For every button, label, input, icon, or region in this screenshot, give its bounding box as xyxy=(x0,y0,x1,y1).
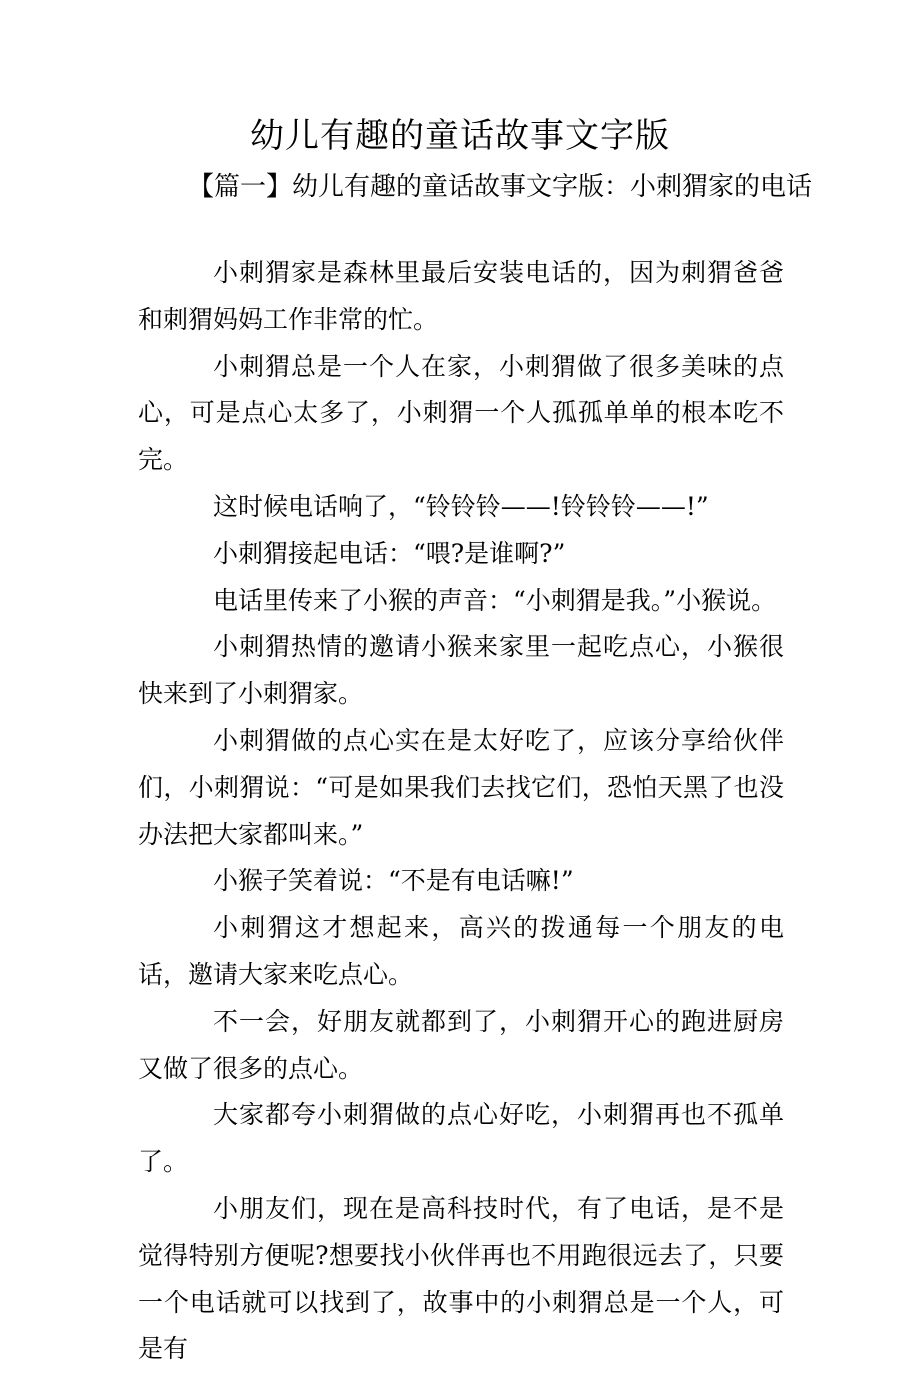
paragraph: 小刺猬做的点心实在是太好吃了，应该分享给伙伴们，小刺猬说：“可是如果我们去找它们，恐怕天黑了也没办法把大家都叫来。” xyxy=(138,725,784,849)
paragraph: 电话里传来了小猴的声音：“小刺猬是我。”小猴说。 xyxy=(213,585,777,615)
paragraph: 小刺猬热情的邀请小猴来家里一起吃点心，小猴很快来到了小刺猬家。 xyxy=(138,632,784,709)
section-heading: 【篇一】幼儿有趣的童话故事文字版：小刺猬家的电话 xyxy=(188,172,813,202)
paragraph: 小刺猬接起电话：“喂?是谁啊?” xyxy=(213,538,566,568)
paragraph: 小刺猬总是一个人在家，小刺猬做了很多美味的点心，可是点心太多了，小刺猬一个人孤孤单单的根本吃不完。 xyxy=(138,351,784,475)
paragraph: 小刺猬家是森林里最后安装电话的，因为刺猬爸爸和刺猬妈妈工作非常的忙。 xyxy=(138,258,784,334)
paragraph: 小猴子笑着说：“不是有电话嘛!” xyxy=(213,866,574,896)
paragraph: 这时候电话响了，“铃铃铃——!铃铃铃——!” xyxy=(213,491,709,521)
paragraph: 小朋友们，现在是高科技时代，有了电话，是不是觉得特别方便呢?想要找小伙伴再也不用跑很远去了，只要一个电话就可以找到了，故事中的小刺猬总是一个人，可是有 xyxy=(138,1193,784,1364)
paragraph: 小刺猬这才想起来，高兴的拨通每一个朋友的电话，邀请大家来吃点心。 xyxy=(138,913,784,989)
paragraph: 大家都夸小刺猬做的点心好吃，小刺猬再也不孤单了。 xyxy=(138,1100,784,1177)
story-body xyxy=(138,250,784,1373)
document-title: 幼儿有趣的童话故事文字版 xyxy=(250,116,670,156)
paragraph: 不一会，好朋友就都到了，小刺猬开心的跑进厨房又做了很多的点心。 xyxy=(138,1006,784,1083)
